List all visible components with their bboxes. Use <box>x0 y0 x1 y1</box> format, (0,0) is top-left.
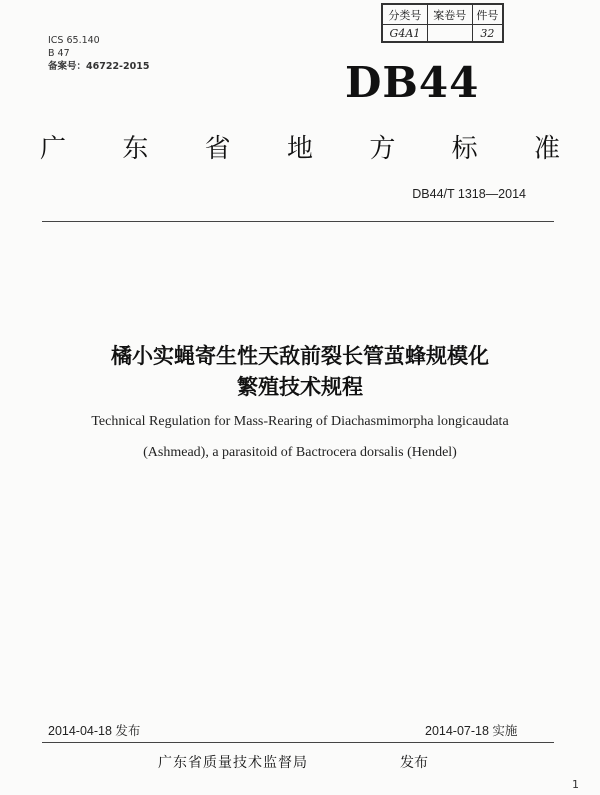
standard-type-heading <box>40 128 560 165</box>
publish-label: 发布 <box>400 755 428 771</box>
ics-code: ICS 65.140 <box>48 35 100 46</box>
ccs-code: B 47 <box>48 48 70 59</box>
heading-char: 东 <box>122 134 149 164</box>
heading-char: 标 <box>451 134 478 164</box>
heading-char: 准 <box>533 134 560 164</box>
stamp-value-file <box>427 25 472 42</box>
title-cn-line1: 橘小实蝇寄生性天敌前裂长管茧蜂规模化 <box>111 344 489 368</box>
stamp-header-category: 分类号 <box>383 5 428 25</box>
title-en-line1: Technical Regulation for Mass-Rearing of Diachasmimorpha longicaudata <box>91 414 509 429</box>
page-number: 1 <box>572 778 579 791</box>
stamp-value-item: 32 <box>472 25 502 42</box>
heading-char: 地 <box>286 134 313 164</box>
stamp-header-file: 案卷号 <box>427 5 472 25</box>
stamp-value-category: G4A1 <box>383 25 428 42</box>
stamp-header-item: 件号 <box>472 5 502 25</box>
heading-char: 方 <box>369 134 396 164</box>
record-number: 备案号：46722-2015 <box>48 61 150 72</box>
bottom-divider <box>42 742 554 743</box>
top-divider <box>42 221 554 222</box>
implement-date: 2014-07-18 实施 <box>425 724 518 738</box>
heading-char: 广 <box>40 134 67 164</box>
title-en-line2: (Ashmead), a parasitoid of Bactrocera dorsalis (Hendel) <box>143 445 457 460</box>
heading-char: 省 <box>204 134 231 164</box>
issuing-authority: 广东省质量技术监督局 <box>158 755 308 771</box>
standard-logo: DB44 <box>345 58 480 107</box>
issue-date: 2014-04-18 发布 <box>48 724 141 738</box>
classification-meta <box>48 34 149 73</box>
standard-number: DB44/T 1318—2014 <box>412 187 526 201</box>
title-cn-line2: 繁殖技术规程 <box>237 375 363 399</box>
archive-stamp <box>381 3 504 43</box>
